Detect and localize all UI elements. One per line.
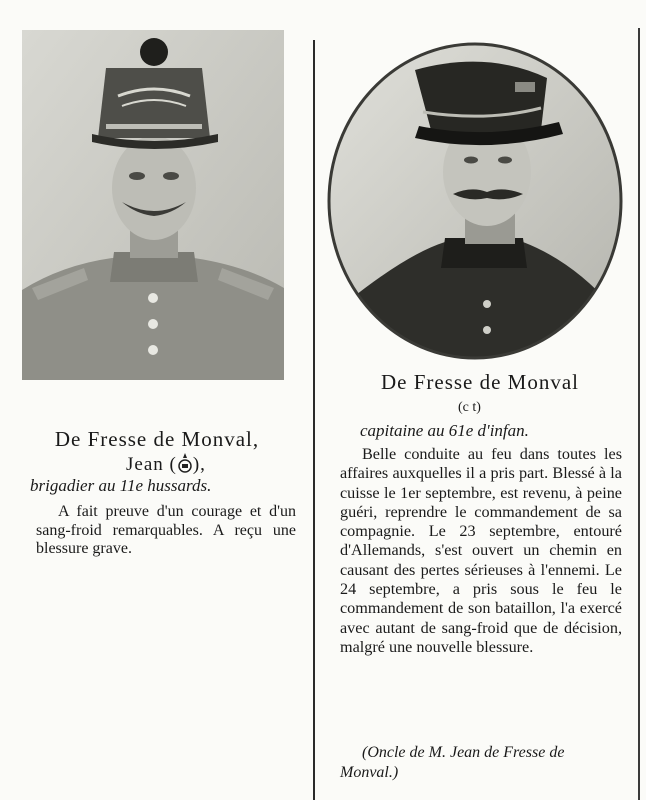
right-subject-note: (c t) (458, 400, 481, 415)
right-citation-text: Belle conduite au feu dans toutes les affaires auxquelles il a pris part. Blessé à la cuisse le 1er septembre, est revenu, à peine guéri, reprendre le commandement de sa compagnie. Le 23 septembre, entouré d'Allemands, s'est ouvert un chemin en causant des pertes sérieuses à l'ennemi. Le 24 septembre, a pris sous le feu le commandement de son bataillon, l'a exercé avec autant de sang-froid que de décision, malgré une nouvelle blessure. (340, 445, 622, 656)
left-citation (36, 503, 296, 559)
left-rank: brigadier au 11e hussards. (30, 476, 212, 495)
left-subject-name: De Fresse de Monval, (54, 427, 260, 451)
right-subject-name: De Fresse de Monval (380, 370, 580, 394)
column-divider (313, 40, 315, 800)
portrait-photo-hussar (22, 30, 284, 380)
left-given-name-line (126, 452, 206, 476)
left-given-name: Jean (126, 454, 164, 475)
right-credit-line: (Oncle de M. Jean de Fresse de Monval.) (340, 744, 565, 781)
page-edge-rule (638, 28, 640, 800)
left-insignia-icon: ( ), (169, 454, 206, 475)
right-citation (340, 445, 622, 657)
left-citation-text: A fait preuve d'un courage et d'un sang-froid remarquables. A reçu une blessure grave. (36, 503, 296, 557)
portrait-photo-captain (327, 42, 623, 360)
right-rank: capitaine au 61e d'infan. (360, 421, 529, 440)
